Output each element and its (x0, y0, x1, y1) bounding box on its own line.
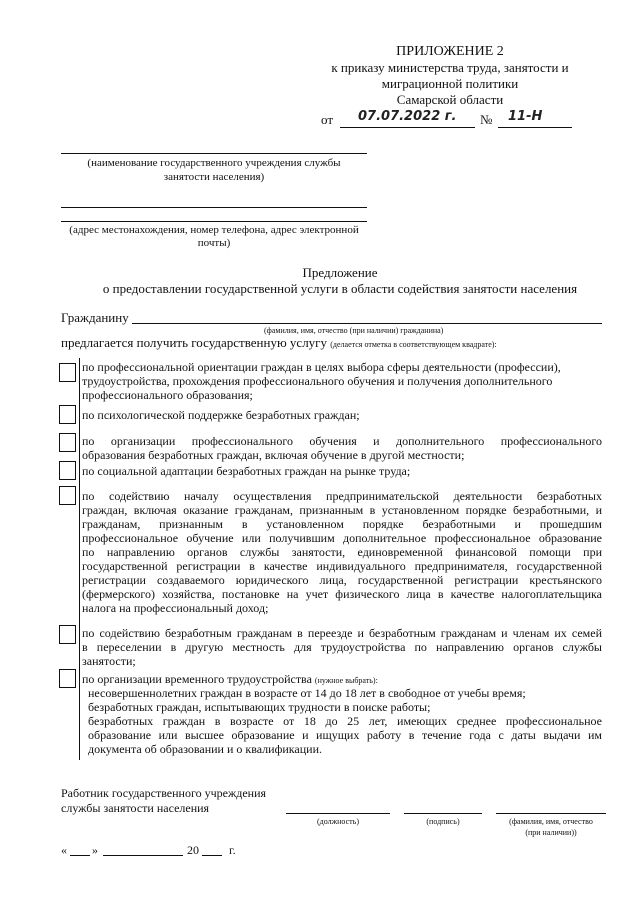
checkbox-social-adaptation[interactable] (59, 461, 76, 480)
sub-option-young-graduates: безработных граждан в возрасте от 18 до 25 лет, имеющих среднее профессиональное (88, 714, 602, 728)
offer-text (61, 335, 497, 352)
date-year-line[interactable] (202, 855, 222, 856)
option-line: трудоустройства, прохождения профессионального обучения и получения дополнительного (82, 374, 553, 388)
signature-line[interactable] (404, 813, 482, 814)
citizen-label: Гражданину (61, 310, 129, 325)
sub-option-young-graduates-end: документа об образовании и о квалификации. (88, 742, 323, 756)
option-line: (фермерского) хозяйства, постановке на учет физического лица в качестве налогоплательщика (82, 587, 602, 601)
citizen-name-caption: (фамилия, имя, отчество (при наличии) гражданина) (264, 326, 444, 335)
order-line-2: миграционной политики (381, 76, 519, 91)
option-line: по направлению органов службы занятости, единовременной финансовой помощи при (82, 545, 602, 559)
option-line: по организации профессионального обучения и дополнительного профессионального (82, 434, 602, 448)
option-line: по психологической поддержке безработных граждан; (82, 408, 360, 422)
checkbox-career-guidance[interactable] (59, 363, 76, 382)
date-close-quote: » (92, 843, 98, 857)
option-line: образования безработных граждан, включая обучение в другой местности; (82, 448, 465, 462)
option-line: занятости; (82, 654, 136, 668)
option-social-adaptation (82, 464, 602, 478)
option-line: в переселении в другую местность для трудоустройства по направлению органов службы (82, 640, 602, 654)
appendix-title: ПРИЛОЖЕНИЕ 2 (396, 44, 504, 59)
offer-main: предлагается получить государственную услугу (61, 335, 328, 350)
option-line: граждан, включая оказание гражданам, признанным в установленном порядке безработными, и (82, 503, 602, 517)
option-note: (нужное выбрать): (314, 676, 378, 685)
temporary-employment-sublist (88, 686, 602, 756)
date-open-quote: « (61, 843, 67, 857)
from-label: от (321, 112, 334, 127)
option-entrepreneurship (82, 489, 602, 615)
option-line: гражданам, признанным в установленном порядке безработными и прошедшим (82, 517, 602, 531)
signature-caption: (подпись) (426, 817, 460, 826)
date-year-suffix: г. (229, 843, 236, 857)
option-relocation (82, 626, 602, 668)
institution-name-line[interactable] (61, 153, 367, 154)
document-subtitle: о предоставлении государственной услуги в области содействия занятости населения (102, 281, 578, 296)
date-day-line[interactable] (70, 855, 90, 856)
checkbox-psychological-support[interactable] (59, 405, 76, 424)
order-line-3: Самарской области (396, 92, 504, 107)
option-line: по содействию началу осуществления предпринимательской деятельности безработных (82, 489, 602, 503)
option-line: налога на профессиональный доход; (82, 601, 269, 615)
option-line: профессионального образования; (82, 388, 253, 402)
option-line: по профессиональной ориентации граждан в целях выбора сферы деятельности (профессии), (82, 360, 561, 374)
position-line[interactable] (286, 813, 390, 814)
order-line-1: к приказу министерства труда, занятости и (331, 60, 569, 75)
checkbox-relocation[interactable] (59, 625, 76, 644)
checkbox-entrepreneurship[interactable] (59, 486, 76, 505)
document-title: Предложение (302, 265, 378, 280)
address-caption-2: почты) (197, 237, 231, 249)
option-psychological-support (82, 408, 602, 422)
offer-note: (делается отметка в соответствующем квадрате): (330, 340, 497, 349)
checkbox-vocational-training[interactable] (59, 433, 76, 452)
date-underline (340, 127, 475, 128)
option-line: регистрации создаваемого юридического лица, государственной регистрации крестьянского (82, 573, 602, 587)
address-caption-1: (адрес местонахождения, номер телефона, адрес электронной (69, 224, 359, 236)
number-underline (498, 127, 572, 128)
worker-name-line[interactable] (496, 813, 606, 814)
options-left-rule (79, 358, 80, 760)
option-vocational-training (82, 434, 602, 462)
position-caption: (должность) (317, 817, 359, 826)
order-date: 07.07.2022 г. (358, 109, 457, 124)
institution-caption-1: (наименование государственного учреждения службы (87, 157, 341, 169)
worker-label-1: Работник государственного учреждения (61, 786, 267, 800)
address-line-1[interactable] (61, 207, 367, 208)
number-label: № (480, 112, 493, 127)
sub-option-young-graduates-cont: образование или высшее образование и ищущих работу в течение года с даты выдачи им (88, 728, 602, 742)
option-line: по содействию безработным гражданам в переезде и безработным гражданам и членам их семей (82, 626, 602, 640)
citizen-name-line[interactable] (132, 323, 602, 324)
option-line: профессиональное обучение или получившим дополнительное профессиональное образование (82, 531, 602, 545)
order-number: 11-Н (508, 109, 543, 124)
worker-name-caption-1: (фамилия, имя, отчество (509, 817, 593, 826)
sub-option-difficulties: безработных граждан, испытывающих трудности в поиске работы; (88, 700, 431, 714)
date-year-prefix: 20 (187, 843, 199, 857)
worker-name-caption-2: (при наличии)) (525, 828, 577, 837)
option-text: по организации временного трудоустройства (82, 672, 312, 686)
address-line-2[interactable] (61, 221, 367, 222)
option-career-guidance (82, 360, 602, 402)
sub-option-minors: несовершеннолетних граждан в возрасте от 14 до 18 лет в свободное от учебы время; (88, 686, 526, 700)
option-line: по социальной адаптации безработных граждан на рынке труда; (82, 464, 411, 478)
worker-label-2: службы занятости населения (61, 801, 210, 815)
date-month-line[interactable] (103, 855, 183, 856)
institution-caption-2: занятости населения) (163, 171, 265, 183)
checkbox-temporary-employment[interactable] (59, 669, 76, 688)
option-line: государственной регистрации в качестве индивидуального предпринимателя, государственной (82, 559, 602, 573)
